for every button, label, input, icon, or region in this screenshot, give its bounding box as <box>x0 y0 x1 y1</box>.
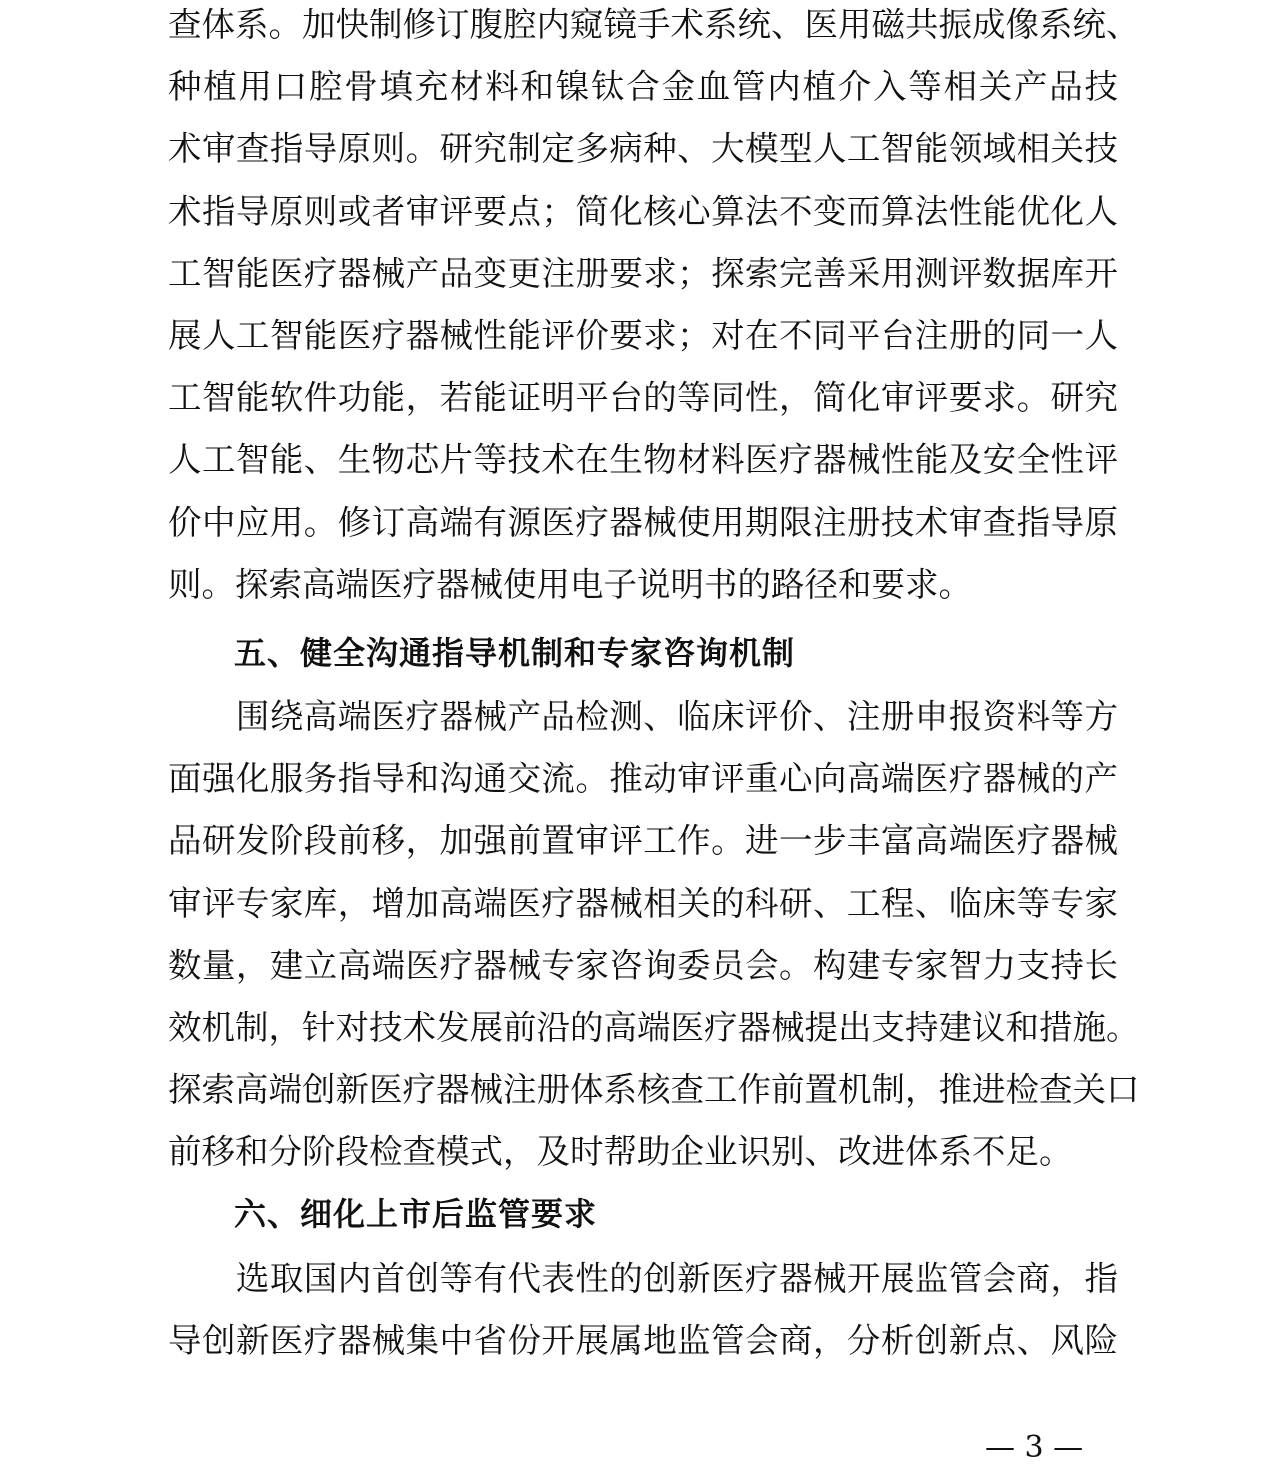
paragraph-continued <box>168 0 1140 616</box>
text-line: 围绕高端医疗器械产品检测、临床评价、注册申报资料等方 <box>168 697 1118 736</box>
text-line: 工智能医疗器械产品变更注册要求；探索完善采用测评数据库开 <box>168 253 1118 293</box>
text-line: 术指导原则或者审评要点；简化核心算法不变而算法性能优化人 <box>168 191 1118 231</box>
text-line: 种植用口腔骨填充材料和镍钛合金血管内植介入等相关产品技 <box>168 67 1118 107</box>
text-line: 品研发阶段前移，加强前置审评工作。进一步丰富高端医疗器械 <box>168 821 1118 861</box>
text-line: 面强化服务指导和沟通交流。推动审评重心向高端医疗器械的产 <box>168 759 1118 799</box>
page-number: — 3 — <box>985 1430 1084 1465</box>
text-line: 术审查指导原则。研究制定多病种、大模型人工智能领域相关技 <box>168 129 1118 169</box>
paragraph-section-5 <box>168 686 1140 1184</box>
text-line: 展人工智能医疗器械性能评价要求；对在不同平台注册的同一人 <box>168 315 1118 355</box>
text-line: 查体系。加快制修订腹腔内窥镜手术系统、医用磁共振成像系统、 <box>168 5 1140 44</box>
section-heading-5: 五、健全沟通指导机制和专家咨询机制 <box>234 634 796 672</box>
text-line: 探索高端创新医疗器械注册体系核查工作前置机制，推进检查关口 <box>168 1070 1140 1110</box>
text-line: 前移和分阶段检查模式，及时帮助企业识别、改进体系不足。 <box>168 1132 1073 1172</box>
text-line: 选取国内首创等有代表性的创新医疗器械开展监管会商，指 <box>168 1259 1118 1298</box>
text-line: 人工智能、生物芯片等技术在生物材料医疗器械性能及安全性评 <box>168 440 1118 480</box>
text-line: 价中应用。修订高端有源医疗器械使用期限注册技术审查指导原 <box>168 502 1118 542</box>
paragraph-section-6 <box>168 1248 1118 1372</box>
text-line: 审评专家库，增加高端医疗器械相关的科研、工程、临床等专家 <box>168 883 1118 923</box>
text-line: 数量，建立高端医疗器械专家咨询委员会。构建专家智力支持长 <box>168 945 1118 985</box>
text-line: 则。探索高端医疗器械使用电子说明书的路径和要求。 <box>168 564 972 604</box>
text-line: 工智能软件功能，若能证明平台的等同性，简化审评要求。研究 <box>168 378 1118 418</box>
text-line: 效机制，针对技术发展前沿的高端医疗器械提出支持建议和措施。 <box>168 1007 1140 1047</box>
text-line: 导创新医疗器械集中省份开展属地监管会商，分析创新点、风险 <box>168 1321 1118 1361</box>
section-heading-6: 六、细化上市后监管要求 <box>234 1195 598 1233</box>
